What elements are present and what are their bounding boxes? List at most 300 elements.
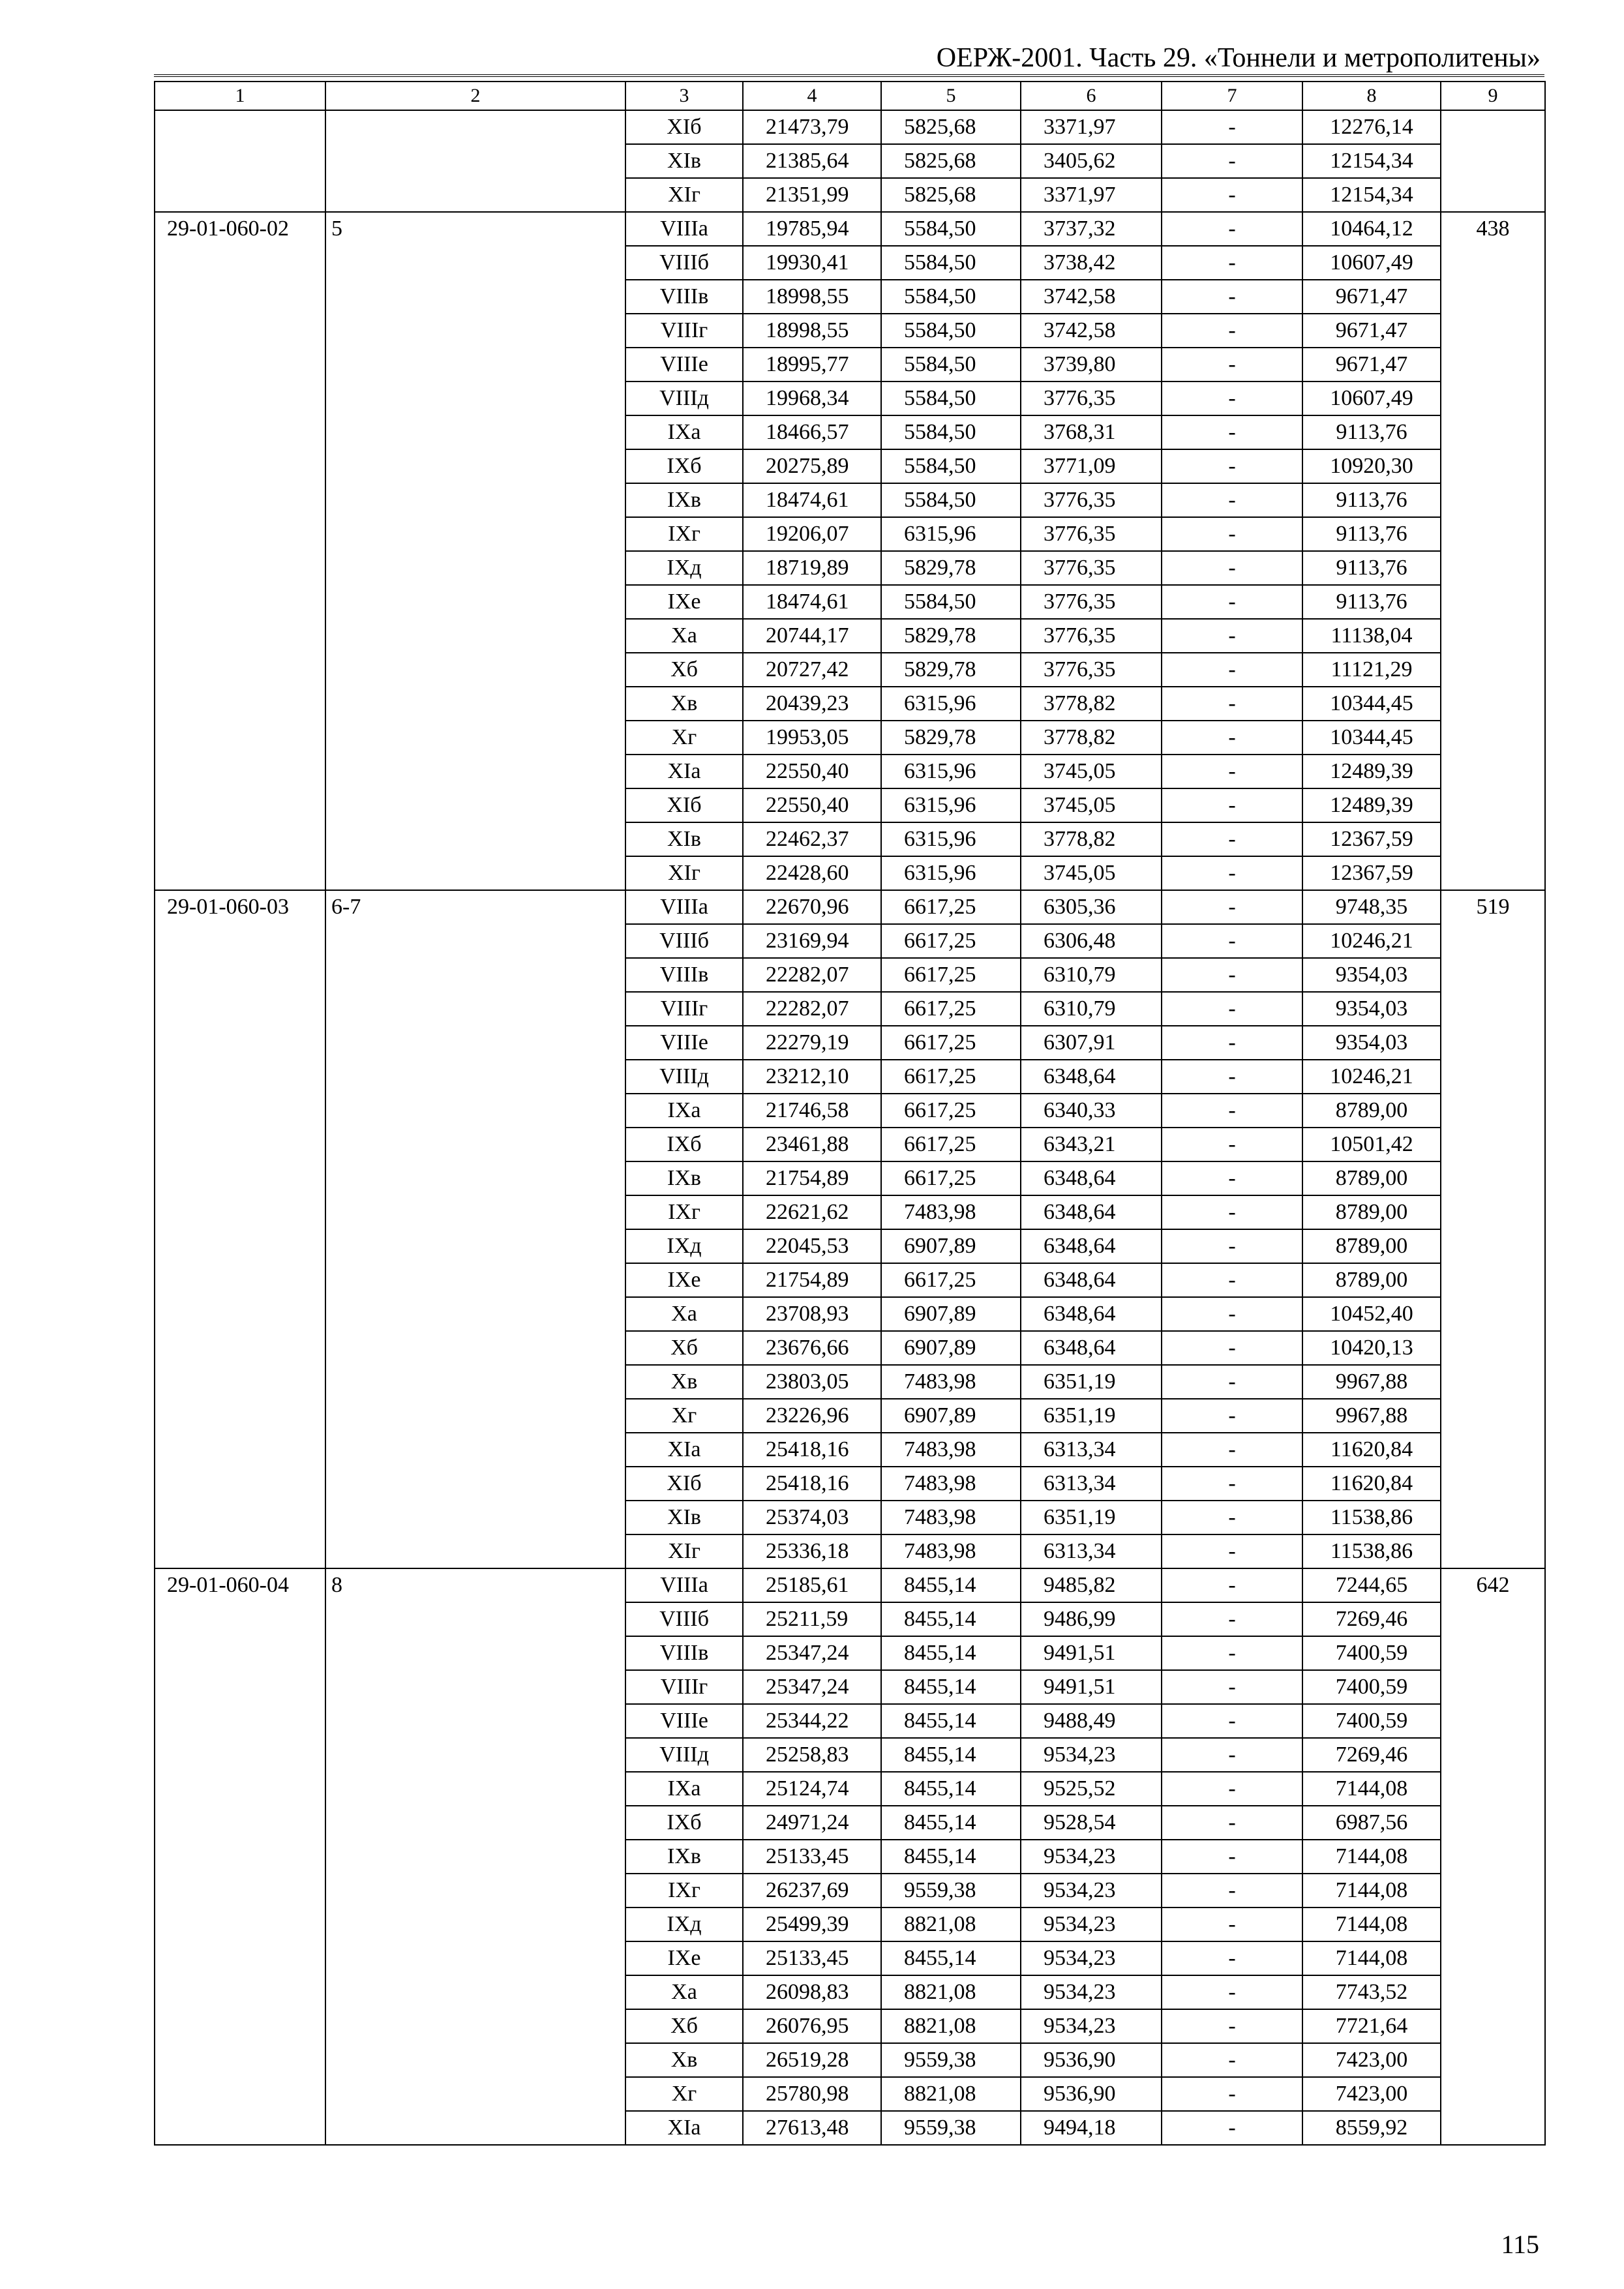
driver-cost-cell: - <box>1162 1908 1302 1941</box>
category-cell: VIIIг <box>625 1670 743 1704</box>
driver-cost-cell: - <box>1162 212 1302 246</box>
driver-cost-cell: - <box>1162 1128 1302 1161</box>
category-cell: XIв <box>625 144 743 178</box>
document-title: ОЕРЖ-2001. Часть 29. «Тоннели и метрополитены» <box>936 43 1541 73</box>
labor-cost-cell: 8455,14 <box>881 1602 1021 1636</box>
driver-cost-cell: - <box>1162 788 1302 822</box>
materials-cost-cell: 12367,59 <box>1302 856 1441 890</box>
driver-cost-cell: - <box>1162 178 1302 212</box>
materials-cost-cell: 12489,39 <box>1302 788 1441 822</box>
table-row <box>155 890 1545 924</box>
labor-cost-cell: 8455,14 <box>881 1636 1021 1670</box>
machine-cost-cell: 3768,31 <box>1021 415 1162 449</box>
driver-cost-cell: - <box>1162 1365 1302 1399</box>
rate-code-cell: 29-01-060-04 <box>155 1568 325 2145</box>
machine-cost-cell: 6340,33 <box>1021 1094 1162 1128</box>
total-cost-cell: 21746,58 <box>743 1094 881 1128</box>
column-number: 2 <box>325 82 625 110</box>
machine-cost-cell: 6306,48 <box>1021 924 1162 958</box>
labor-cost-cell: 8455,14 <box>881 1772 1021 1806</box>
labor-cost-cell: 8455,14 <box>881 1806 1021 1840</box>
machine-cost-cell: 3371,97 <box>1021 110 1162 144</box>
machine-cost-cell: 6305,36 <box>1021 890 1162 924</box>
category-cell: VIIIе <box>625 1026 743 1060</box>
machine-cost-cell: 9534,23 <box>1021 1941 1162 1975</box>
driver-cost-cell: - <box>1162 1975 1302 2009</box>
total-cost-cell: 25211,59 <box>743 1602 881 1636</box>
category-cell: IXв <box>625 1161 743 1195</box>
driver-cost-cell: - <box>1162 415 1302 449</box>
labor-cost-cell: 5829,78 <box>881 619 1021 653</box>
labor-cost-cell: 8455,14 <box>881 1568 1021 1602</box>
machine-cost-cell: 9534,23 <box>1021 1738 1162 1772</box>
driver-cost-cell: - <box>1162 1501 1302 1534</box>
category-cell: VIIIб <box>625 246 743 280</box>
category-cell: IXв <box>625 1840 743 1874</box>
machine-cost-cell: 9494,18 <box>1021 2111 1162 2145</box>
total-cost-cell: 23676,66 <box>743 1331 881 1365</box>
page-number: 115 <box>1501 2230 1539 2259</box>
labor-cost-cell: 6315,96 <box>881 822 1021 856</box>
labor-cost-cell: 6617,25 <box>881 1094 1021 1128</box>
materials-cost-cell: 7269,46 <box>1302 1738 1441 1772</box>
column-number: 9 <box>1441 82 1545 110</box>
materials-cost-cell: 9354,03 <box>1302 992 1441 1026</box>
driver-cost-cell: - <box>1162 1331 1302 1365</box>
materials-cost-cell: 10464,12 <box>1302 212 1441 246</box>
total-cost-cell: 18474,61 <box>743 585 881 619</box>
machine-cost-cell: 9488,49 <box>1021 1704 1162 1738</box>
materials-cost-cell: 10607,49 <box>1302 382 1441 415</box>
labor-cost-cell: 5584,50 <box>881 449 1021 483</box>
driver-cost-cell: - <box>1162 1297 1302 1331</box>
driver-cost-cell: - <box>1162 619 1302 653</box>
category-cell: IXа <box>625 1772 743 1806</box>
total-cost-cell: 25133,45 <box>743 1941 881 1975</box>
driver-cost-cell: - <box>1162 1602 1302 1636</box>
labor-cost-cell: 5825,68 <box>881 144 1021 178</box>
machine-cost-cell: 6348,64 <box>1021 1195 1162 1229</box>
labor-cost-cell: 5584,50 <box>881 585 1021 619</box>
column-number: 1 <box>155 82 325 110</box>
labor-hours-cell: 519 <box>1441 890 1545 1568</box>
materials-cost-cell: 11620,84 <box>1302 1467 1441 1501</box>
total-cost-cell: 22282,07 <box>743 958 881 992</box>
category-cell: IXд <box>625 551 743 585</box>
labor-cost-cell: 8821,08 <box>881 2009 1021 2043</box>
machine-cost-cell: 9491,51 <box>1021 1670 1162 1704</box>
labor-cost-cell: 6907,89 <box>881 1399 1021 1433</box>
driver-cost-cell: - <box>1162 822 1302 856</box>
total-cost-cell: 18466,57 <box>743 415 881 449</box>
machine-cost-cell: 3371,97 <box>1021 178 1162 212</box>
labor-cost-cell: 7483,98 <box>881 1365 1021 1399</box>
category-cell: VIIIа <box>625 1568 743 1602</box>
labor-cost-cell: 8455,14 <box>881 1670 1021 1704</box>
labor-cost-cell: 6617,25 <box>881 1161 1021 1195</box>
category-cell: XIа <box>625 2111 743 2145</box>
materials-cost-cell: 10420,13 <box>1302 1331 1441 1365</box>
column-number: 5 <box>881 82 1021 110</box>
materials-cost-cell: 9967,88 <box>1302 1399 1441 1433</box>
total-cost-cell: 19206,07 <box>743 517 881 551</box>
total-cost-cell: 19968,34 <box>743 382 881 415</box>
driver-cost-cell: - <box>1162 585 1302 619</box>
category-cell: XIв <box>625 1501 743 1534</box>
labor-hours-cell: 642 <box>1441 1568 1545 2145</box>
labor-cost-cell: 6617,25 <box>881 992 1021 1026</box>
total-cost-cell: 20275,89 <box>743 449 881 483</box>
machine-cost-cell: 9486,99 <box>1021 1602 1162 1636</box>
category-cell: Xб <box>625 2009 743 2043</box>
materials-cost-cell: 12489,39 <box>1302 755 1441 788</box>
labor-cost-cell: 6617,25 <box>881 958 1021 992</box>
machine-cost-cell: 3771,09 <box>1021 449 1162 483</box>
category-cell: VIIIг <box>625 992 743 1026</box>
total-cost-cell: 21473,79 <box>743 110 881 144</box>
total-cost-cell: 25499,39 <box>743 1908 881 1941</box>
materials-cost-cell: 6987,56 <box>1302 1806 1441 1840</box>
category-cell: Xг <box>625 721 743 755</box>
category-cell: Xв <box>625 1365 743 1399</box>
category-cell: VIIIв <box>625 958 743 992</box>
driver-cost-cell: - <box>1162 1060 1302 1094</box>
machine-cost-cell: 3776,35 <box>1021 551 1162 585</box>
category-cell: XIв <box>625 822 743 856</box>
machine-cost-cell: 6310,79 <box>1021 992 1162 1026</box>
driver-cost-cell: - <box>1162 1534 1302 1568</box>
category-cell: IXе <box>625 1941 743 1975</box>
materials-cost-cell: 9113,76 <box>1302 517 1441 551</box>
machine-cost-cell: 6313,34 <box>1021 1534 1162 1568</box>
machine-cost-cell: 3778,82 <box>1021 822 1162 856</box>
total-cost-cell: 23803,05 <box>743 1365 881 1399</box>
materials-cost-cell: 12154,34 <box>1302 178 1441 212</box>
driver-cost-cell: - <box>1162 382 1302 415</box>
driver-cost-cell: - <box>1162 1094 1302 1128</box>
driver-cost-cell: - <box>1162 1399 1302 1433</box>
total-cost-cell: 19953,05 <box>743 721 881 755</box>
item-cell: 8 <box>325 1568 625 2145</box>
machine-cost-cell: 3776,35 <box>1021 483 1162 517</box>
total-cost-cell: 25124,74 <box>743 1772 881 1806</box>
driver-cost-cell: - <box>1162 1161 1302 1195</box>
machine-cost-cell: 3745,05 <box>1021 856 1162 890</box>
machine-cost-cell: 3776,35 <box>1021 619 1162 653</box>
machine-cost-cell: 6310,79 <box>1021 958 1162 992</box>
materials-cost-cell: 9671,47 <box>1302 314 1441 348</box>
machine-cost-cell: 6348,64 <box>1021 1161 1162 1195</box>
total-cost-cell: 25780,98 <box>743 2077 881 2111</box>
materials-cost-cell: 9113,76 <box>1302 415 1441 449</box>
labor-cost-cell: 5584,50 <box>881 415 1021 449</box>
total-cost-cell: 23169,94 <box>743 924 881 958</box>
category-cell: XIб <box>625 788 743 822</box>
machine-cost-cell: 9536,90 <box>1021 2043 1162 2077</box>
category-cell: XIа <box>625 1433 743 1467</box>
machine-cost-cell: 6348,64 <box>1021 1263 1162 1297</box>
materials-cost-cell: 9113,76 <box>1302 585 1441 619</box>
category-cell: XIг <box>625 856 743 890</box>
total-cost-cell: 24971,24 <box>743 1806 881 1840</box>
labor-cost-cell: 8455,14 <box>881 1704 1021 1738</box>
total-cost-cell: 18719,89 <box>743 551 881 585</box>
machine-cost-cell: 9534,23 <box>1021 2009 1162 2043</box>
category-cell: Xб <box>625 653 743 687</box>
machine-cost-cell: 3737,32 <box>1021 212 1162 246</box>
labor-cost-cell: 5825,68 <box>881 110 1021 144</box>
driver-cost-cell: - <box>1162 1195 1302 1229</box>
materials-cost-cell: 12276,14 <box>1302 110 1441 144</box>
total-cost-cell: 25185,61 <box>743 1568 881 1602</box>
total-cost-cell: 23708,93 <box>743 1297 881 1331</box>
category-cell: VIIIд <box>625 1060 743 1094</box>
header-rule <box>154 74 1544 77</box>
category-cell: Xв <box>625 2043 743 2077</box>
machine-cost-cell: 6351,19 <box>1021 1399 1162 1433</box>
category-cell: IXг <box>625 1874 743 1908</box>
materials-cost-cell: 9354,03 <box>1302 958 1441 992</box>
category-cell: Xа <box>625 1297 743 1331</box>
labor-cost-cell: 5825,68 <box>881 178 1021 212</box>
labor-cost-cell: 5584,50 <box>881 314 1021 348</box>
total-cost-cell: 22621,62 <box>743 1195 881 1229</box>
labor-cost-cell: 9559,38 <box>881 2111 1021 2145</box>
materials-cost-cell: 7144,08 <box>1302 1840 1441 1874</box>
machine-cost-cell: 6348,64 <box>1021 1060 1162 1094</box>
machine-cost-cell: 3405,62 <box>1021 144 1162 178</box>
machine-cost-cell: 9485,82 <box>1021 1568 1162 1602</box>
labor-cost-cell: 5584,50 <box>881 483 1021 517</box>
labor-cost-cell: 6315,96 <box>881 755 1021 788</box>
materials-cost-cell: 8789,00 <box>1302 1195 1441 1229</box>
machine-cost-cell: 3778,82 <box>1021 721 1162 755</box>
item-cell: 5 <box>325 212 625 890</box>
driver-cost-cell: - <box>1162 1772 1302 1806</box>
materials-cost-cell: 11538,86 <box>1302 1534 1441 1568</box>
labor-cost-cell: 6617,25 <box>881 1060 1021 1094</box>
driver-cost-cell: - <box>1162 1840 1302 1874</box>
materials-cost-cell: 10920,30 <box>1302 449 1441 483</box>
driver-cost-cell: - <box>1162 1670 1302 1704</box>
labor-cost-cell: 8821,08 <box>881 1908 1021 1941</box>
item-cell <box>325 110 625 212</box>
category-cell: Xа <box>625 1975 743 2009</box>
labor-cost-cell: 6315,96 <box>881 517 1021 551</box>
materials-cost-cell: 7400,59 <box>1302 1636 1441 1670</box>
labor-cost-cell: 6907,89 <box>881 1297 1021 1331</box>
labor-cost-cell: 7483,98 <box>881 1433 1021 1467</box>
category-cell: VIIIе <box>625 1704 743 1738</box>
materials-cost-cell: 8789,00 <box>1302 1094 1441 1128</box>
category-cell: VIIIв <box>625 280 743 314</box>
total-cost-cell: 19930,41 <box>743 246 881 280</box>
driver-cost-cell: - <box>1162 314 1302 348</box>
rate-code-cell: 29-01-060-02 <box>155 212 325 890</box>
category-cell: VIIIв <box>625 1636 743 1670</box>
category-cell: Xг <box>625 1399 743 1433</box>
machine-cost-cell: 9534,23 <box>1021 1908 1162 1941</box>
machine-cost-cell: 3738,42 <box>1021 246 1162 280</box>
category-cell: VIIIб <box>625 1602 743 1636</box>
driver-cost-cell: - <box>1162 1704 1302 1738</box>
machine-cost-cell: 9491,51 <box>1021 1636 1162 1670</box>
materials-cost-cell: 12367,59 <box>1302 822 1441 856</box>
category-cell: IXг <box>625 517 743 551</box>
materials-cost-cell: 11138,04 <box>1302 619 1441 653</box>
labor-cost-cell: 6617,25 <box>881 1128 1021 1161</box>
total-cost-cell: 25344,22 <box>743 1704 881 1738</box>
total-cost-cell: 25347,24 <box>743 1636 881 1670</box>
driver-cost-cell: - <box>1162 517 1302 551</box>
materials-cost-cell: 9671,47 <box>1302 348 1441 382</box>
machine-cost-cell: 3776,35 <box>1021 382 1162 415</box>
category-cell: VIIIг <box>625 314 743 348</box>
category-cell: IXе <box>625 1263 743 1297</box>
labor-cost-cell: 7483,98 <box>881 1501 1021 1534</box>
total-cost-cell: 25133,45 <box>743 1840 881 1874</box>
driver-cost-cell: - <box>1162 280 1302 314</box>
machine-cost-cell: 3776,35 <box>1021 585 1162 619</box>
category-cell: IXд <box>625 1908 743 1941</box>
total-cost-cell: 26237,69 <box>743 1874 881 1908</box>
materials-cost-cell: 9354,03 <box>1302 1026 1441 1060</box>
labor-cost-cell: 5584,50 <box>881 280 1021 314</box>
materials-cost-cell: 11538,86 <box>1302 1501 1441 1534</box>
total-cost-cell: 22279,19 <box>743 1026 881 1060</box>
labor-cost-cell: 7483,98 <box>881 1195 1021 1229</box>
category-cell: IXв <box>625 483 743 517</box>
total-cost-cell: 22550,40 <box>743 788 881 822</box>
driver-cost-cell: - <box>1162 144 1302 178</box>
materials-cost-cell: 12154,34 <box>1302 144 1441 178</box>
materials-cost-cell: 10246,21 <box>1302 1060 1441 1094</box>
total-cost-cell: 26076,95 <box>743 2009 881 2043</box>
total-cost-cell: 22462,37 <box>743 822 881 856</box>
machine-cost-cell: 9536,90 <box>1021 2077 1162 2111</box>
total-cost-cell: 25418,16 <box>743 1433 881 1467</box>
labor-cost-cell: 5829,78 <box>881 653 1021 687</box>
labor-cost-cell: 7483,98 <box>881 1534 1021 1568</box>
machine-cost-cell: 9534,23 <box>1021 1874 1162 1908</box>
materials-cost-cell: 7144,08 <box>1302 1772 1441 1806</box>
total-cost-cell: 21385,64 <box>743 144 881 178</box>
labor-cost-cell: 6617,25 <box>881 1026 1021 1060</box>
total-cost-cell: 21754,89 <box>743 1161 881 1195</box>
materials-cost-cell: 11620,84 <box>1302 1433 1441 1467</box>
category-cell: Xв <box>625 687 743 721</box>
total-cost-cell: 22045,53 <box>743 1229 881 1263</box>
labor-cost-cell: 6907,89 <box>881 1229 1021 1263</box>
total-cost-cell: 18474,61 <box>743 483 881 517</box>
machine-cost-cell: 6348,64 <box>1021 1331 1162 1365</box>
driver-cost-cell: - <box>1162 483 1302 517</box>
table-row <box>155 212 1545 246</box>
total-cost-cell: 21754,89 <box>743 1263 881 1297</box>
materials-cost-cell: 7244,65 <box>1302 1568 1441 1602</box>
materials-cost-cell: 7269,46 <box>1302 1602 1441 1636</box>
driver-cost-cell: - <box>1162 2111 1302 2145</box>
machine-cost-cell: 6313,34 <box>1021 1433 1162 1467</box>
materials-cost-cell: 7144,08 <box>1302 1941 1441 1975</box>
driver-cost-cell: - <box>1162 1941 1302 1975</box>
table-row <box>155 110 1545 144</box>
materials-cost-cell: 9671,47 <box>1302 280 1441 314</box>
driver-cost-cell: - <box>1162 1433 1302 1467</box>
column-number: 8 <box>1302 82 1441 110</box>
labor-cost-cell: 9559,38 <box>881 1874 1021 1908</box>
materials-cost-cell: 9113,76 <box>1302 483 1441 517</box>
materials-cost-cell: 8559,92 <box>1302 2111 1441 2145</box>
driver-cost-cell: - <box>1162 1806 1302 1840</box>
driver-cost-cell: - <box>1162 1263 1302 1297</box>
machine-cost-cell: 6348,64 <box>1021 1229 1162 1263</box>
category-cell: VIIIб <box>625 924 743 958</box>
total-cost-cell: 25347,24 <box>743 1670 881 1704</box>
rate-code-cell: 29-01-060-03 <box>155 890 325 1568</box>
total-cost-cell: 20744,17 <box>743 619 881 653</box>
materials-cost-cell: 9967,88 <box>1302 1365 1441 1399</box>
total-cost-cell: 27613,48 <box>743 2111 881 2145</box>
labor-cost-cell: 6617,25 <box>881 924 1021 958</box>
column-number-row <box>155 82 1545 110</box>
category-cell: IXе <box>625 585 743 619</box>
category-cell: IXб <box>625 449 743 483</box>
total-cost-cell: 18998,55 <box>743 314 881 348</box>
total-cost-cell: 25258,83 <box>743 1738 881 1772</box>
machine-cost-cell: 3745,05 <box>1021 755 1162 788</box>
materials-cost-cell: 7423,00 <box>1302 2077 1441 2111</box>
labor-cost-cell: 8821,08 <box>881 2077 1021 2111</box>
machine-cost-cell: 6351,19 <box>1021 1365 1162 1399</box>
rates-table <box>154 81 1546 2146</box>
labor-cost-cell: 6315,96 <box>881 856 1021 890</box>
labor-cost-cell: 5584,50 <box>881 246 1021 280</box>
category-cell: VIIIа <box>625 212 743 246</box>
table-header <box>155 82 1545 110</box>
total-cost-cell: 22550,40 <box>743 755 881 788</box>
total-cost-cell: 23461,88 <box>743 1128 881 1161</box>
labor-cost-cell: 5584,50 <box>881 382 1021 415</box>
machine-cost-cell: 3739,80 <box>1021 348 1162 382</box>
column-number: 7 <box>1162 82 1302 110</box>
column-number: 4 <box>743 82 881 110</box>
labor-cost-cell: 5829,78 <box>881 721 1021 755</box>
materials-cost-cell: 10246,21 <box>1302 924 1441 958</box>
total-cost-cell: 18995,77 <box>743 348 881 382</box>
driver-cost-cell: - <box>1162 1738 1302 1772</box>
materials-cost-cell: 7400,59 <box>1302 1704 1441 1738</box>
labor-cost-cell: 5584,50 <box>881 348 1021 382</box>
category-cell: Xа <box>625 619 743 653</box>
labor-cost-cell: 7483,98 <box>881 1467 1021 1501</box>
driver-cost-cell: - <box>1162 687 1302 721</box>
labor-cost-cell: 6315,96 <box>881 687 1021 721</box>
total-cost-cell: 23226,96 <box>743 1399 881 1433</box>
driver-cost-cell: - <box>1162 2043 1302 2077</box>
materials-cost-cell: 10344,45 <box>1302 687 1441 721</box>
category-cell: IXб <box>625 1128 743 1161</box>
materials-cost-cell: 9748,35 <box>1302 890 1441 924</box>
total-cost-cell: 19785,94 <box>743 212 881 246</box>
category-cell: IXб <box>625 1806 743 1840</box>
machine-cost-cell: 3742,58 <box>1021 314 1162 348</box>
total-cost-cell: 21351,99 <box>743 178 881 212</box>
driver-cost-cell: - <box>1162 2077 1302 2111</box>
total-cost-cell: 25336,18 <box>743 1534 881 1568</box>
category-cell: IXг <box>625 1195 743 1229</box>
machine-cost-cell: 3742,58 <box>1021 280 1162 314</box>
